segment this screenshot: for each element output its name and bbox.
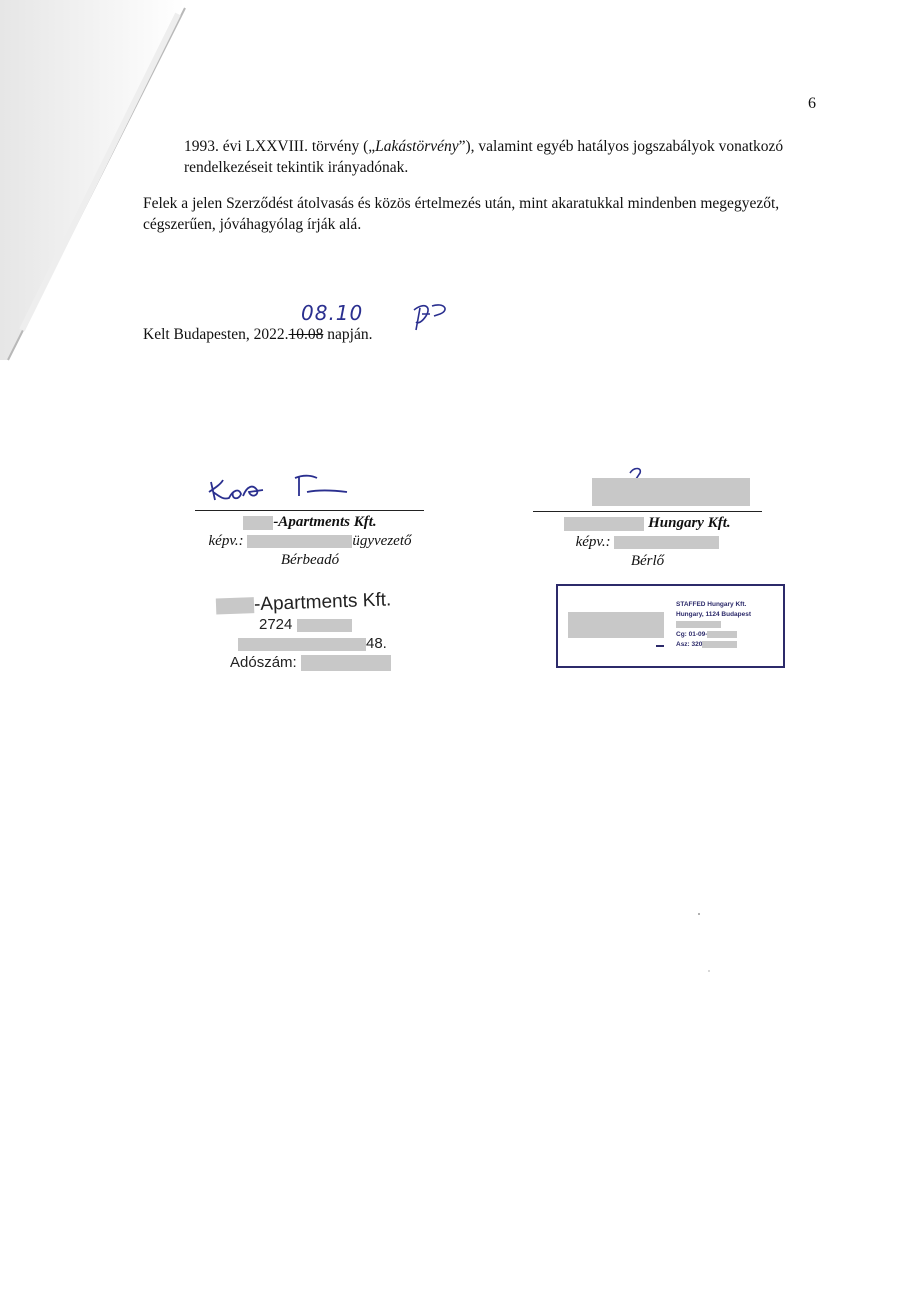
- paragraph-signing-statement: Felek a jelen Szerződést átolvasás és közös értelmezés után, mint akaratukkal mindenben megegyezőt, cégszerűen, jóváhagyólag írják alá.: [143, 195, 780, 233]
- tenant-company-stamp: [556, 584, 785, 668]
- paragraph-law-reference: [184, 136, 824, 178]
- redaction-stamp-asz: [702, 641, 737, 648]
- law-text-suffix: ”), valamint egyéb hatályos jogszabályok vonatkozó rendelkezéseit tekintik irányadónak.: [184, 138, 784, 176]
- stamp-tenant-asz-text: Asz: 320: [676, 641, 703, 648]
- tenant-rep-prefix: képv.:: [575, 534, 615, 550]
- redaction-tenant-rep: [614, 536, 719, 549]
- landlord-rep-title: ügyvezető: [352, 533, 412, 549]
- stamp-landlord-address-tail: 48.: [366, 635, 387, 652]
- tenant-signature-block: [525, 514, 770, 571]
- stamp-landlord-name-text: -Apartments Kft.: [253, 589, 392, 616]
- redaction-tax-number: [301, 655, 391, 671]
- stamp-landlord-tax-label: Adószám:: [230, 654, 301, 671]
- stamp-landlord-postcode: 2724: [259, 616, 293, 633]
- page-fold-shadow: [0, 0, 200, 370]
- redaction-landlord-name: [243, 516, 273, 530]
- redaction-stamp-street: [676, 621, 721, 628]
- stamp-landlord-tax-line: [230, 654, 416, 671]
- scan-speck: [698, 913, 700, 915]
- redaction-landlord-rep: [247, 535, 352, 548]
- tenant-company: [525, 514, 770, 533]
- stamp-tenant-cg-text: Cg: 01-09-: [676, 631, 708, 638]
- landlord-signature-line: [195, 510, 424, 511]
- redaction-stamp-address: [238, 638, 366, 651]
- redaction-stamp-name: [216, 597, 255, 614]
- landlord-rep-prefix: képv.:: [208, 533, 248, 549]
- scan-speck: [708, 970, 710, 972]
- tenant-company-name: Hungary Kft.: [648, 515, 731, 531]
- redaction-tenant-signature: [592, 478, 750, 506]
- stamp-tenant-street: [676, 620, 751, 630]
- landlord-representative: [190, 532, 430, 551]
- stamp-landlord-address-line: [238, 635, 416, 652]
- stamp-tenant-asz: [676, 640, 751, 650]
- tenant-representative: [525, 533, 770, 552]
- tenant-signature-line: [533, 511, 762, 512]
- redaction-stamp-cg: [707, 631, 737, 638]
- date-suffix: napján.: [323, 326, 373, 343]
- landlord-company-name: -Apartments Kft.: [273, 514, 377, 530]
- law-text-prefix: 1993. évi LXXVIII. törvény („: [184, 138, 376, 155]
- stamp-logo-mark: [654, 636, 668, 650]
- redaction-tenant-name: [564, 517, 644, 531]
- stamp-tenant-info: [676, 600, 751, 650]
- redaction-stamp-city: [297, 619, 352, 632]
- stamp-landlord-name: [216, 589, 417, 618]
- stamp-landlord-postcode-line: [259, 616, 416, 633]
- law-name: Lakástörvény: [375, 138, 459, 155]
- date-line: [143, 326, 372, 344]
- stamp-tenant-cg: [676, 630, 751, 640]
- stamp-tenant-name: STAFFED Hungary Kft.: [676, 601, 747, 608]
- date-struck: 10.08: [288, 326, 324, 343]
- landlord-signature-block: [190, 513, 430, 570]
- landlord-signature: [205, 470, 355, 510]
- landlord-role: Bérbeadó: [280, 552, 340, 568]
- date-prefix: Kelt Budapesten, 2022.: [143, 326, 289, 343]
- page-number: 6: [808, 95, 816, 112]
- landlord-company: [190, 513, 430, 532]
- redaction-stamp-logo: [568, 612, 664, 638]
- initials-signature: [410, 300, 455, 335]
- tenant-role: Bérlő: [630, 553, 665, 569]
- stamp-tenant-address: Hungary, 1124 Budapest: [676, 611, 752, 618]
- handwritten-date-correction: 08.10: [301, 301, 364, 325]
- landlord-company-stamp: [216, 589, 416, 671]
